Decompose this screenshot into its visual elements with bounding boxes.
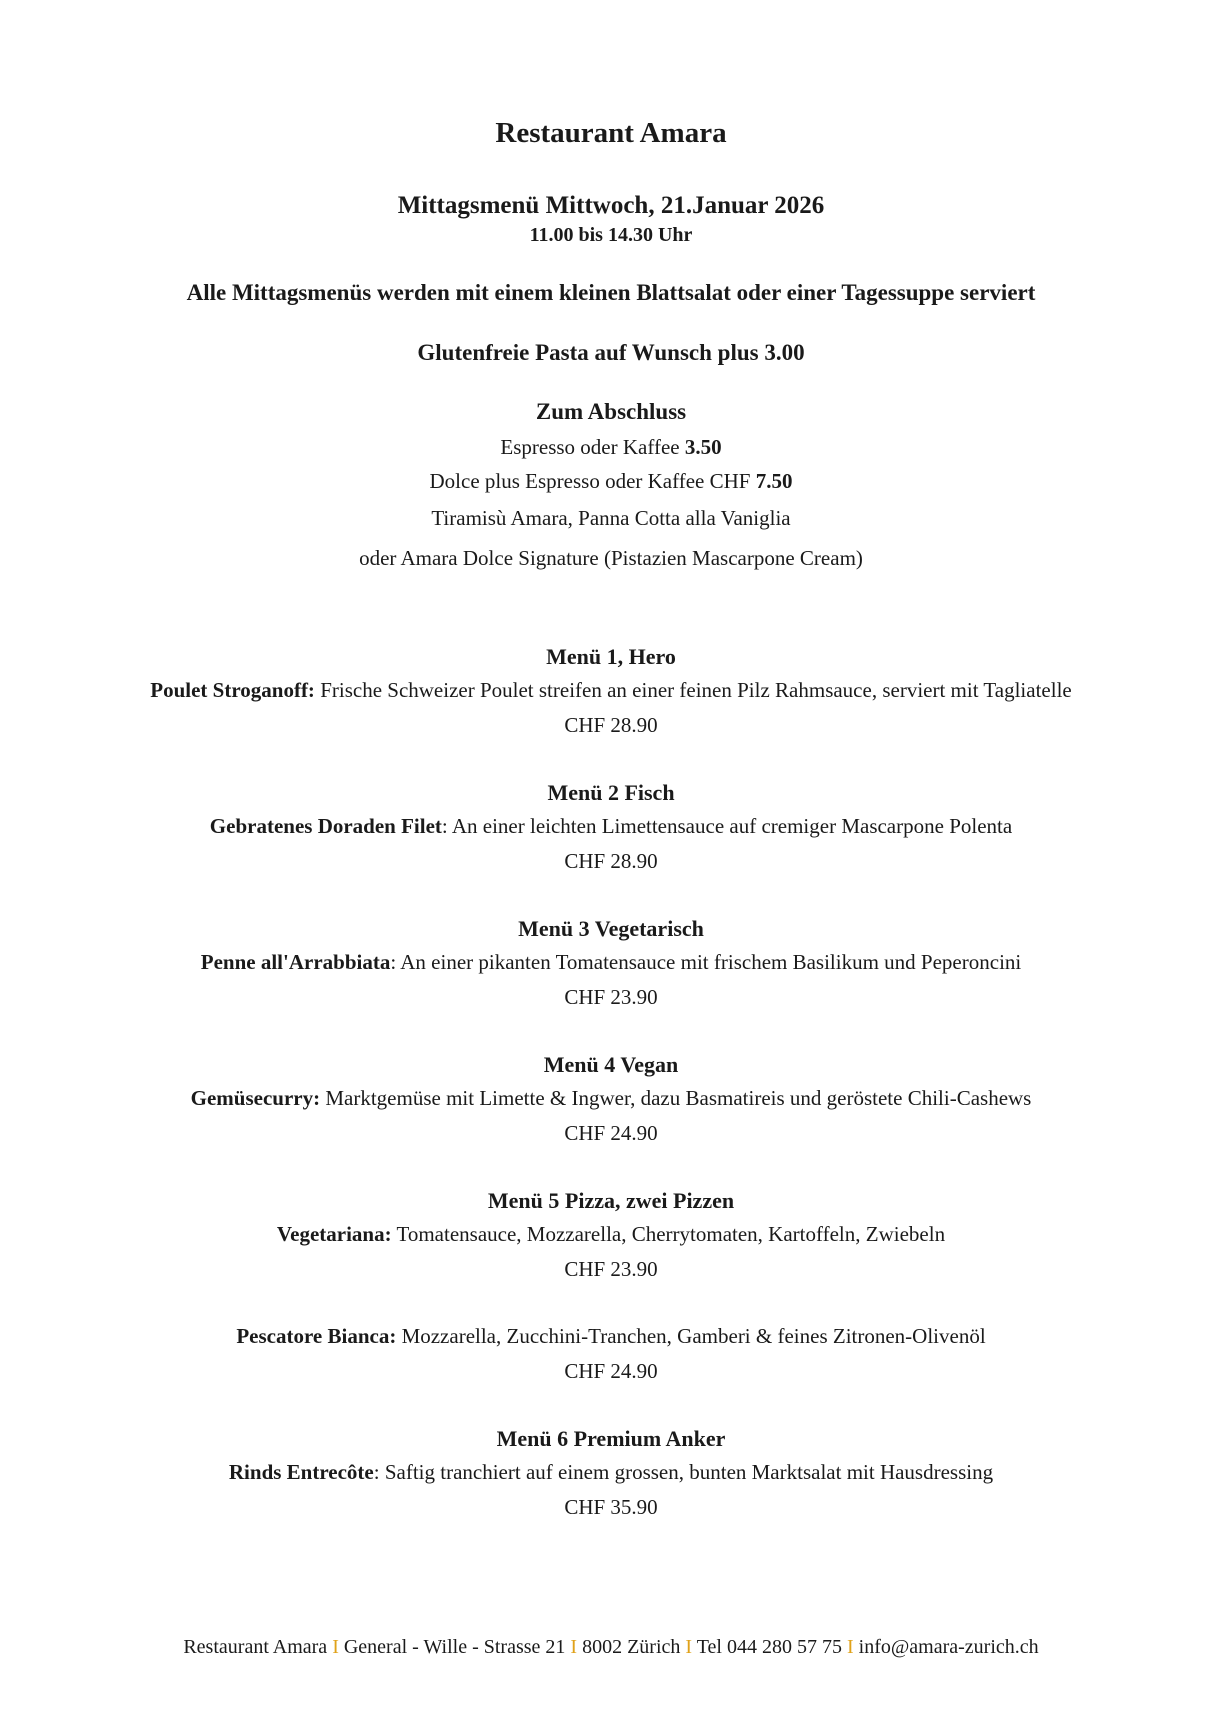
menu-dish-line: [0, 1222, 1222, 1247]
footer-contact: [0, 1636, 1222, 1659]
dish-name: Gebratenes Doraden Filet: [209, 814, 442, 838]
dish-name: Gemüsecurry:: [190, 1086, 321, 1110]
menu-dish-line: [0, 1324, 1222, 1349]
espresso-price: 3.50: [684, 435, 722, 459]
menu-heading: Menü 3 Vegetarisch: [518, 916, 704, 941]
menu-heading: Menü 4 Vegan: [543, 1052, 679, 1077]
menu-price: CHF 24.90: [564, 1121, 658, 1145]
dish-name: Poulet Stroganoff:: [150, 678, 315, 702]
menu-price: CHF 28.90: [564, 849, 658, 873]
dish-description: Marktgemüse mit Limette & Ingwer, dazu Basmatireis und geröstete Chili-Cashews: [320, 1086, 1032, 1110]
footer-name: Restaurant Amara: [183, 1636, 333, 1658]
dish-name: Pescatore Bianca:: [236, 1324, 397, 1348]
menu-price: CHF 23.90: [564, 1257, 658, 1281]
dessert-options-2: oder Amara Dolce Signature (Pistazien Mascarpone Cream): [359, 546, 863, 570]
dish-name: Rinds Entrecôte: [228, 1460, 374, 1484]
dish-description: Tomatensauce, Mozzarella, Cherrytomaten, Kartoffeln, Zwiebeln: [391, 1222, 946, 1246]
dish-description: : An einer leichten Limettensauce auf cremiger Mascarpone Polenta: [441, 814, 1013, 838]
espresso-line: [0, 435, 1222, 460]
menu-price: CHF 24.90: [564, 1359, 658, 1383]
menu-dish-line: [0, 1460, 1222, 1485]
menu-heading: Menü 6 Premium Anker: [496, 1426, 726, 1451]
opening-hours: 11.00 bis 14.30 Uhr: [529, 224, 693, 246]
menu-price: CHF 28.90: [564, 713, 658, 737]
footer-separator: I: [332, 1636, 339, 1658]
footer-phone: Tel 044 280 57 75: [692, 1636, 847, 1658]
menu-dish-line: [0, 1086, 1222, 1111]
dish-name: Penne all'Arrabbiata: [200, 950, 391, 974]
espresso-text: Espresso oder Kaffee: [500, 435, 685, 459]
dolce-price: 7.50: [755, 469, 793, 493]
dish-description: Frische Schweizer Poulet streifen an einer feinen Pilz Rahmsauce, serviert mit Tagliatelle: [314, 678, 1072, 702]
menu-dish-line: [0, 950, 1222, 975]
restaurant-title: Restaurant Amara: [495, 117, 727, 149]
menu-price: CHF 35.90: [564, 1495, 658, 1519]
salad-note: Alle Mittagsmenüs werden mit einem kleinen Blattsalat oder einer Tagessuppe serviert: [186, 280, 1036, 305]
dish-name: Vegetariana:: [276, 1222, 392, 1246]
menu-heading: Menü 2 Fisch: [547, 780, 675, 805]
menu-dish-line: [0, 678, 1222, 703]
menu-date-title: Mittagsmenü Mittwoch, 21.Januar 2026: [397, 192, 825, 219]
footer-address: General - Wille - Strasse 21: [338, 1636, 571, 1658]
dolce-line: [0, 469, 1222, 494]
footer-email[interactable]: info@amara-zurich.ch: [853, 1636, 1039, 1658]
dish-description: : An einer pikanten Tomatensauce mit frischem Basilikum und Peperoncini: [390, 950, 1022, 974]
footer-separator: I: [685, 1636, 693, 1658]
dessert-heading: Zum Abschluss: [535, 399, 687, 424]
menu-dish-line: [0, 814, 1222, 839]
menu-heading: Menü 5 Pizza, zwei Pizzen: [487, 1188, 735, 1213]
dessert-options-1: Tiramisù Amara, Panna Cotta alla Vaniglia: [431, 506, 791, 530]
dolce-text: Dolce plus Espresso oder Kaffee CHF: [429, 469, 756, 493]
menu-heading: Menü 1, Hero: [546, 644, 676, 669]
footer-separator: I: [570, 1636, 578, 1658]
footer-separator: I: [846, 1636, 854, 1658]
dish-description: : Saftig tranchiert auf einem grossen, bunten Marktsalat mit Hausdressing: [373, 1460, 994, 1484]
menu-price: CHF 23.90: [564, 985, 658, 1009]
dish-description: Mozzarella, Zucchini-Tranchen, Gamberi & feines Zitronen-Olivenöl: [396, 1324, 986, 1348]
glutenfree-note: Glutenfreie Pasta auf Wunsch plus 3.00: [417, 340, 805, 365]
footer-zip: 8002 Zürich: [577, 1636, 686, 1658]
